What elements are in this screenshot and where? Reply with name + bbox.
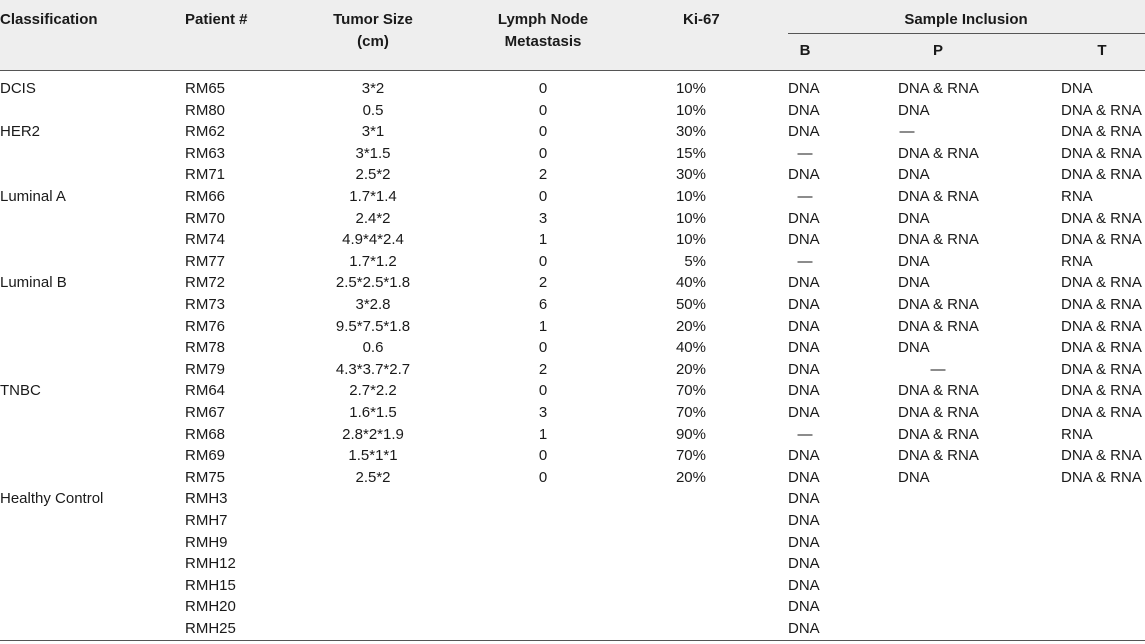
cell-ki67: 40% [675,274,706,292]
cell-patient: RM68 [185,425,226,443]
cell-p: DNA [898,101,930,119]
cell-p: DNA & RNA [898,404,979,421]
cell-p: DNA & RNA [898,188,979,205]
cell-t: DNA & RNA [1061,339,1142,357]
cell-ki67: 70% [675,382,706,400]
cell-t: RNA [1061,425,1093,443]
cell-patient: RM62 [185,123,226,141]
cell-b: — [797,188,813,205]
cell-lymph: 0 [538,80,548,97]
cell-t: DNA & RNA [1061,274,1142,292]
cell-p: DNA & RNA [898,447,979,465]
header-patient: Patient # [185,11,248,28]
cell-p: DNA & RNA [898,144,979,162]
cell-lymph: 0 [538,101,548,119]
cell-ki67: 15% [675,144,706,162]
cell-p: DNA & RNA [898,317,979,335]
cell-b: — [797,252,813,270]
cell-t: DNA & RNA [1061,296,1142,313]
header-tumor-size-line2: (cm) [357,33,389,50]
cell-b: — [797,425,813,443]
header-lymph-line1: Lymph Node [497,11,589,28]
cell-b: DNA [788,468,820,486]
cell-lymph: 2 [538,274,548,292]
cell-b: DNA [788,231,820,249]
cell-patient: RM72 [185,274,226,292]
cell-ki67: 30% [675,123,706,141]
cell-b: DNA [788,101,820,119]
cell-b: DNA [788,166,820,184]
cell-lymph: 2 [538,166,548,184]
cell-patient: RM69 [185,447,226,465]
cell-t: RNA [1061,252,1093,270]
cell-patient: RM70 [185,209,226,227]
cell-lymph: 2 [538,360,548,378]
cell-lymph: 1 [538,231,548,249]
cell-lymph: 0 [538,382,548,400]
header-sample-inclusion: Sample Inclusion [904,11,1028,28]
cell-p: DNA & RNA [898,382,979,400]
cell-patient: RM64 [185,382,226,400]
header-subrule [788,33,1145,34]
cell-t: DNA & RNA [1061,101,1142,119]
cell-t: DNA & RNA [1061,382,1142,400]
cell-lymph: 1 [538,317,548,335]
cell-b: DNA [788,533,820,551]
cell-patient: RM71 [185,166,226,184]
cell-b: DNA [788,512,820,529]
cell-b: DNA [788,404,820,421]
cell-tumor-size: 2.8*2*1.9 [342,425,404,443]
cell-lymph: 0 [538,447,548,465]
cell-lymph: 3 [538,209,548,227]
cell-ki67: 10% [675,209,706,227]
cell-p: DNA & RNA [898,296,979,313]
cell-p: DNA & RNA [898,80,979,97]
cell-ki67: 20% [675,317,706,335]
cell-t: DNA & RNA [1061,468,1142,486]
cell-lymph: 1 [538,425,548,443]
cell-tumor-size: 2.4*2 [355,209,391,227]
cell-tumor-size: 1.6*1.5 [349,404,397,421]
cell-patient: RMH7 [185,512,228,529]
cell-t: RNA [1061,188,1093,205]
cell-b: DNA [788,576,820,594]
cell-p: DNA & RNA [898,231,979,249]
cell-p: — [930,360,946,378]
cell-p: DNA [898,468,930,486]
cell-patient: RM75 [185,468,226,486]
header-classification: Classification [0,11,98,28]
cell-tumor-size: 0.6 [362,339,384,357]
cell-ki67: 30% [675,166,706,184]
cell-patient: RMH20 [185,598,236,616]
cell-b: DNA [788,123,820,141]
cell-tumor-size: 1.5*1*1 [348,447,398,465]
header-sub-p: P [932,42,944,59]
cell-b: DNA [788,620,820,637]
header-sub-t: T [1097,42,1107,59]
cell-classification: DCIS [0,80,36,97]
cell-patient: RMH3 [185,490,228,508]
cell-p: DNA & RNA [898,425,979,443]
cell-tumor-size: 3*1.5 [355,144,391,162]
cell-tumor-size: 4.9*4*2.4 [342,231,404,249]
header-bottom-rule [0,70,1145,71]
cell-b: DNA [788,274,820,292]
cell-ki67: 50% [675,296,706,313]
cell-tumor-size: 2.5*2 [355,468,391,486]
cell-b: DNA [788,339,820,357]
cell-patient: RM77 [185,252,226,270]
cell-patient: RMH25 [185,620,236,637]
cell-patient: RM76 [185,317,226,335]
cell-lymph: 0 [538,339,548,357]
cell-t: DNA & RNA [1061,360,1142,378]
cell-tumor-size: 2.5*2 [355,166,391,184]
cell-tumor-size: 3*2 [361,80,385,97]
header-ki67: Ki-67 [683,11,720,28]
cell-b: DNA [788,598,820,616]
cell-ki67: 70% [675,404,706,421]
cell-tumor-size: 2.7*2.2 [349,382,397,400]
cell-ki67: 10% [675,80,706,97]
cell-tumor-size: 4.3*3.7*2.7 [335,360,411,378]
cell-ki67: 5% [684,252,706,270]
cell-patient: RMH12 [185,555,236,573]
table-bottom-rule [0,640,1145,641]
cell-classification: Luminal A [0,188,66,205]
cell-classification: HER2 [0,123,41,141]
cell-ki67: 20% [675,468,706,486]
cell-lymph: 0 [538,123,548,141]
cell-b: DNA [788,296,820,313]
cell-patient: RM66 [185,188,226,205]
cell-t: DNA & RNA [1061,123,1142,141]
cell-patient: RM79 [185,360,226,378]
cell-ki67: 10% [675,101,706,119]
header-lymph-line2: Metastasis [504,33,582,50]
cell-p: DNA [898,274,930,292]
header-sub-b: B [799,42,811,59]
header-tumor-size-line1: Tumor Size [333,11,413,28]
cell-ki67: 20% [675,360,706,378]
cell-ki67: 10% [675,188,706,205]
cell-t: DNA & RNA [1061,209,1142,227]
cell-patient: RM73 [185,296,226,313]
cell-b: DNA [788,317,820,335]
cell-b: — [797,144,813,162]
cell-t: DNA & RNA [1061,231,1142,249]
cell-ki67: 70% [675,447,706,465]
cell-t: DNA & RNA [1061,447,1142,465]
cell-classification: TNBC [0,382,41,400]
cell-tumor-size: 1.7*1.4 [349,188,397,205]
cell-tumor-size: 3*2.8 [355,296,391,313]
cell-lymph: 0 [538,144,548,162]
cell-classification: Luminal B [0,274,67,292]
cell-tumor-size: 9.5*7.5*1.8 [335,317,411,335]
cell-b: DNA [788,555,820,573]
cell-patient: RMH9 [185,533,228,551]
cell-b: DNA [788,382,820,400]
cell-ki67: 40% [675,339,706,357]
cell-t: DNA & RNA [1061,317,1142,335]
cell-t: DNA [1061,80,1093,97]
cell-patient: RM67 [185,404,226,421]
cell-ki67: 90% [675,425,706,443]
cell-patient: RM63 [185,144,226,162]
cell-b: DNA [788,80,820,97]
cell-p: DNA [898,339,930,357]
cell-p: — [899,123,915,141]
cell-patient: RM74 [185,231,226,249]
cell-b: DNA [788,490,820,508]
cell-b: DNA [788,360,820,378]
cell-patient: RM78 [185,339,226,357]
cell-t: DNA & RNA [1061,166,1142,184]
cell-p: DNA [898,209,930,227]
cell-lymph: 0 [538,468,548,486]
cell-t: DNA & RNA [1061,404,1142,421]
cell-ki67: 10% [675,231,706,249]
cell-p: DNA [898,252,930,270]
cell-lymph: 0 [538,188,548,205]
cell-tumor-size: 3*1 [361,123,385,141]
cell-patient: RM80 [185,101,226,119]
cell-tumor-size: 0.5 [362,101,384,119]
cell-lymph: 0 [538,252,548,270]
cell-tumor-size: 1.7*1.2 [349,252,397,270]
cell-tumor-size: 2.5*2.5*1.8 [335,274,411,292]
cell-patient: RM65 [185,80,226,97]
cell-classification: Healthy Control [0,490,104,508]
cell-p: DNA [898,166,930,184]
cell-t: DNA & RNA [1061,144,1142,162]
cell-lymph: 3 [538,404,548,421]
cell-b: DNA [788,209,820,227]
cell-b: DNA [788,447,820,465]
cell-lymph: 6 [538,296,548,313]
cell-patient: RMH15 [185,576,236,594]
